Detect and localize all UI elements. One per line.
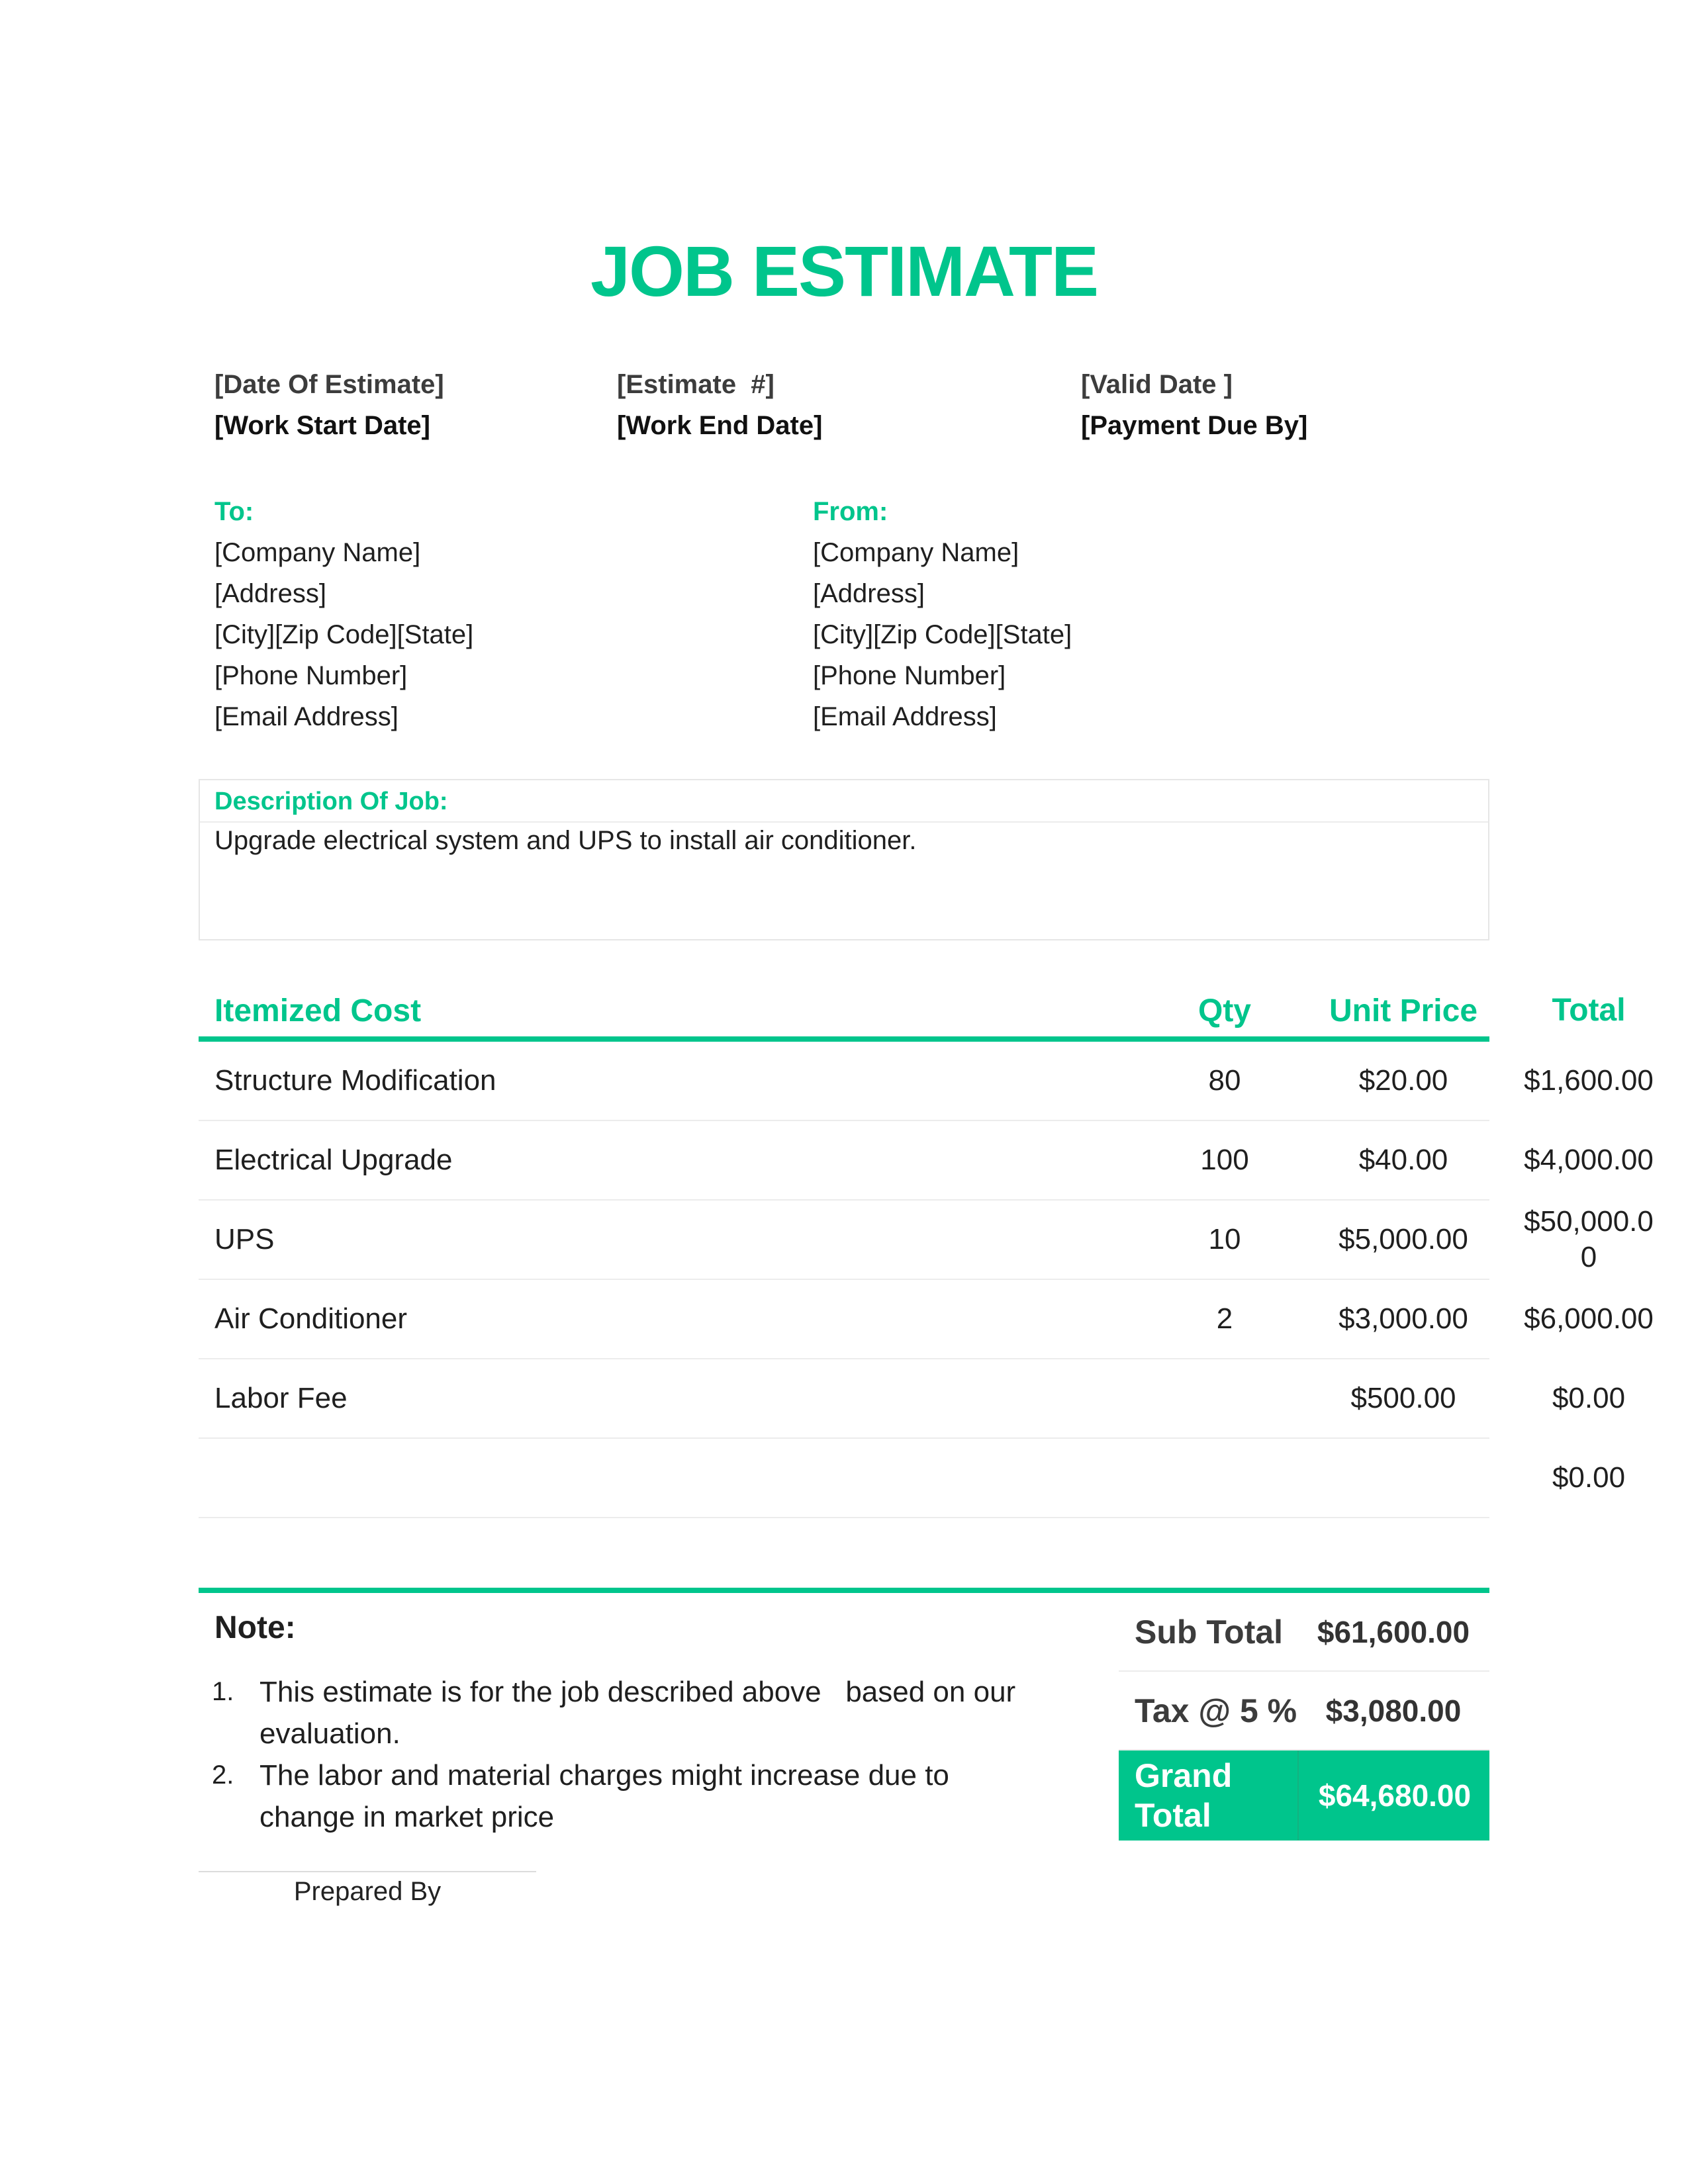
header-qty: Qty [1197, 993, 1251, 1028]
item-qty: 100 [1200, 1144, 1249, 1176]
from-address: [Address] [813, 579, 925, 608]
date-of-estimate: [Date Of Estimate] [214, 370, 444, 399]
table-row [199, 1280, 1654, 1359]
grand-total-value: $64,680.00 [1297, 1751, 1491, 1841]
note-number: 1. [212, 1677, 234, 1706]
document-title: JOB ESTIMATE [590, 231, 1098, 311]
from-company: [Company Name] [813, 538, 1019, 567]
item-total: $50,000.00 [1524, 1205, 1654, 1273]
item-name [214, 1439, 943, 1517]
to-heading: To: [214, 497, 254, 526]
item-total: $1,600.00 [1524, 1064, 1654, 1097]
note-item [212, 1754, 1033, 1838]
item-qty [1145, 1439, 1304, 1517]
item-unit-price: $500.00 [1350, 1382, 1456, 1414]
note-number: 2. [212, 1760, 234, 1790]
subtotal-value: $61,600.00 [1317, 1614, 1470, 1649]
meta-col-2 [617, 364, 822, 446]
description-heading: Description Of Job: [200, 780, 1488, 823]
item-qty: 80 [1208, 1064, 1241, 1097]
item-qty: 2 [1216, 1302, 1233, 1335]
note-text: This estimate is for the job described above based on our evaluation. [259, 1676, 1024, 1750]
job-description-box [199, 779, 1489, 940]
item-name: Labor Fee [214, 1382, 348, 1414]
item-name: UPS [214, 1223, 275, 1255]
header-total: Total [1552, 993, 1626, 1028]
table-row [199, 1359, 1626, 1439]
to-company: [Company Name] [214, 538, 421, 567]
item-unit-price: $3,000.00 [1338, 1302, 1468, 1335]
notes-list [212, 1671, 1033, 1838]
item-total: $0.00 [1552, 1382, 1626, 1414]
table-row [199, 1042, 1654, 1121]
signature-line [199, 1871, 536, 1872]
item-unit-price: $20.00 [1358, 1064, 1448, 1097]
tax-value: $3,080.00 [1325, 1693, 1462, 1728]
header-unit-price: Unit Price [1329, 993, 1478, 1028]
meta-col-1 [214, 364, 444, 446]
table-row [199, 1121, 1654, 1201]
header-itemized-cost: Itemized Cost [214, 993, 422, 1028]
work-start-date: [Work Start Date] [214, 411, 430, 440]
item-unit-price [1304, 1439, 1503, 1517]
item-qty: 10 [1208, 1223, 1241, 1255]
from-city: [City][Zip Code][State] [813, 620, 1072, 649]
item-unit-price: $5,000.00 [1338, 1223, 1468, 1255]
note-text: The labor and material charges might increase due to change in market price [259, 1759, 949, 1833]
grand-total-row [1119, 1751, 1489, 1841]
subtotal-label: Sub Total [1135, 1613, 1284, 1651]
totals-table [1119, 1593, 1489, 1841]
description-text: Upgrade electrical system and UPS to install air conditioner. [214, 826, 917, 855]
payment-due-by: [Payment Due By] [1081, 411, 1308, 440]
table-row [199, 1439, 1626, 1518]
table-header-row [199, 966, 1626, 1042]
item-name: Electrical Upgrade [214, 1144, 453, 1176]
table-row [199, 1201, 1654, 1280]
to-city: [City][Zip Code][State] [214, 620, 474, 649]
grand-total-label: Grand Total [1135, 1757, 1233, 1834]
work-end-date: [Work End Date] [617, 411, 823, 440]
item-name: Air Conditioner [214, 1302, 408, 1335]
prepared-by-label: Prepared By [293, 1877, 442, 1906]
tax-row [1119, 1672, 1489, 1751]
itemized-cost-table [199, 966, 1654, 1518]
from-email: [Email Address] [813, 702, 997, 731]
item-name: Structure Modification [214, 1064, 496, 1097]
note-item [212, 1671, 1033, 1754]
totals-divider [199, 1588, 1489, 1593]
item-unit-price: $40.00 [1358, 1144, 1448, 1176]
item-total: $6,000.00 [1524, 1302, 1654, 1335]
valid-date: [Valid Date ] [1081, 370, 1233, 399]
note-heading: Note: [214, 1610, 296, 1645]
to-address-block [214, 491, 473, 737]
to-address: [Address] [214, 579, 326, 608]
tax-label: Tax @ 5 % [1135, 1692, 1297, 1729]
meta-col-3 [1081, 364, 1307, 446]
item-qty [1145, 1359, 1304, 1437]
from-heading: From: [813, 497, 888, 526]
from-phone: [Phone Number] [813, 661, 1006, 690]
from-address-block [813, 491, 1072, 737]
item-total: $4,000.00 [1524, 1144, 1654, 1176]
to-phone: [Phone Number] [214, 661, 408, 690]
estimate-number: [Estimate #] [617, 370, 774, 399]
to-email: [Email Address] [214, 702, 399, 731]
subtotal-row [1119, 1593, 1489, 1672]
item-total: $0.00 [1552, 1461, 1626, 1494]
